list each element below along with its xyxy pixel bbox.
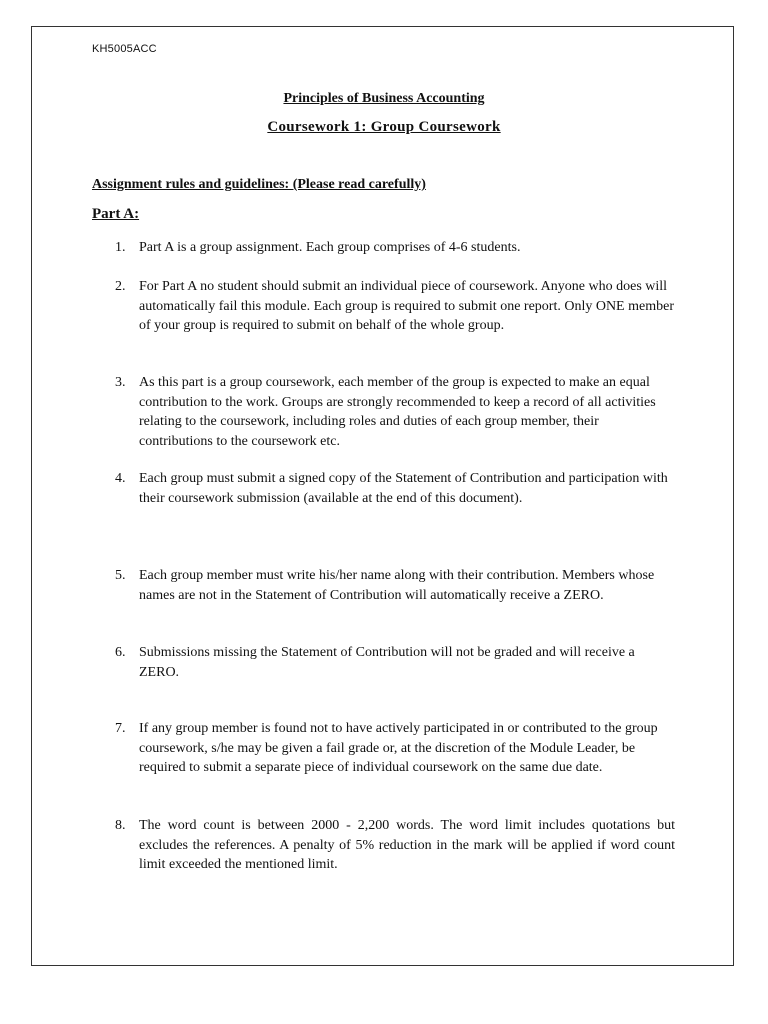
item-text: If any group member is found not to have actively participated in or contributed to the group coursework, s/he may be given a fail grade or, at the discretion of the Module Leader, be required to submit a separate piece of individual coursework on the same due date. [139, 721, 658, 775]
item-number: 7. [115, 721, 126, 736]
item-number: 2. [115, 279, 126, 294]
item-text: For Part A no student should submit an individual piece of coursework. Anyone who does will automatically fail this module. Each group is required to submit one report. Only ONE member of your group is required to submit on behalf of the whole group. [139, 279, 674, 333]
item-number: 1. [115, 240, 126, 255]
list-item [115, 566, 675, 605]
list-item [115, 469, 675, 508]
item-text: Submissions missing the Statement of Contribution will not be graded and will receive a ZERO. [139, 645, 635, 680]
item-text: Each group must submit a signed copy of the Statement of Contribution and participation with their coursework submission (available at the end of this document). [139, 471, 668, 506]
rules-heading: Assignment rules and guidelines: (Please read carefully) [92, 177, 426, 192]
item-text: As this part is a group coursework, each member of the group is expected to make an equal contribution to the work. Groups are strongly recommended to keep a record of all activities relating to the coursework, including roles and duties of each group member, their contributions to the coursework etc. [139, 375, 656, 449]
list-item [115, 719, 675, 778]
item-text: The word count is between 2000 - 2,200 words. The word limit includes quotations but excludes the references. A penalty of 5% reduction in the mark will be applied if word count limit exceeded the mentioned limit. [139, 818, 675, 872]
module-code: KH5005ACC [92, 43, 157, 55]
list-item [115, 277, 675, 336]
list-item [115, 373, 675, 451]
coursework-title: Coursework 1: Group Coursework [267, 119, 501, 135]
module-title: Principles of Business Accounting [283, 91, 485, 106]
item-text: Part A is a group assignment. Each group comprises of 4-6 students. [139, 240, 521, 255]
item-number: 3. [115, 375, 126, 390]
item-number: 8. [115, 818, 126, 833]
list-item [115, 238, 675, 258]
item-number: 6. [115, 645, 126, 660]
part-a-heading: Part A: [92, 206, 140, 222]
item-text: Each group member must write his/her name along with their contribution. Members whose names are not in the Statement of Contribution will automatically receive a ZERO. [139, 568, 655, 603]
list-item [115, 643, 675, 682]
item-number: 5. [115, 568, 126, 583]
item-number: 4. [115, 471, 126, 486]
list-item [115, 816, 675, 875]
